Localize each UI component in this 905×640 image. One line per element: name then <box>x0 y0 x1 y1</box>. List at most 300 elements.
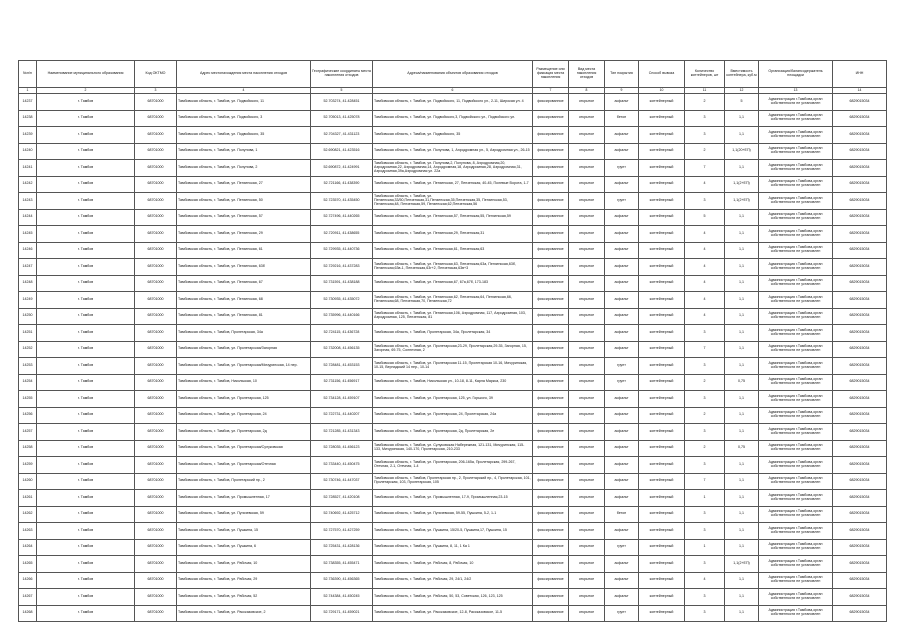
container-volume-cell: 1,1 <box>725 127 759 144</box>
site-type-cell: открытое <box>569 424 605 441</box>
site-type-cell: открытое <box>569 572 605 589</box>
container-count-cell: 2 <box>685 374 725 391</box>
table-row <box>19 160 887 177</box>
surface-type-cell: асфальт <box>605 391 639 408</box>
surface-type-cell: асфальт <box>605 341 639 358</box>
source-objects-cell: Тамбовская область, г. Тамбов, ул. Пензенская,63, Пензенская,63а, Пензенская,63б, Пензенская,63в-1, Пензенская,63г+2, Пензенская,63в+3 <box>373 259 533 276</box>
row-number-cell: 14253 <box>19 358 37 375</box>
column-header: Географические координаты места накопления отходов <box>311 61 373 88</box>
column-number: 1 <box>19 88 37 94</box>
oktmo-code-cell: 68701000 <box>135 308 177 325</box>
container-volume-cell: 1,1 <box>725 242 759 259</box>
site-type-cell: открытое <box>569 325 605 342</box>
source-objects-cell: Тамбовская область, г. Тамбов, ул. Подвойского, 11, Подвойского ул., 2-11, Широкая ул. 4 <box>373 94 533 111</box>
surface-type-cell: асфальт <box>605 143 639 160</box>
container-volume-cell: 1,1 <box>725 605 759 622</box>
municipality-cell: г. Тамбов <box>37 275 135 292</box>
placement-cell: фиксированное <box>533 490 569 507</box>
source-objects-cell: Тамбовская область, г. Тамбов, ул. Подвойского, 35 <box>373 127 533 144</box>
source-objects-cell: Тамбовская область, г. Тамбов, ул. Пензенская, 27, Пензенская, 40-45, Полевые Ворота, 1-7 <box>373 176 533 193</box>
municipality-cell: г. Тамбов <box>37 292 135 309</box>
coordinates-cell: 52.724115, 41.436728 <box>311 325 373 342</box>
inn-cell: 6829015034 <box>833 490 887 507</box>
coordinates-cell: 52.690821, 41.423516 <box>311 143 373 160</box>
owner-organization-cell: Администрация г.Тамбова,орган собственности не установлен <box>759 473 833 490</box>
oktmo-code-cell: 68701000 <box>135 490 177 507</box>
oktmo-code-cell: 68701000 <box>135 523 177 540</box>
inn-cell: 6829015034 <box>833 209 887 226</box>
placement-cell: фиксированное <box>533 440 569 457</box>
coordinates-cell: 52.736390, 41.456365 <box>311 572 373 589</box>
coordinates-cell: 52.738355, 41.455471 <box>311 556 373 573</box>
table-row <box>19 523 887 540</box>
site-type-cell: открытое <box>569 556 605 573</box>
container-volume-cell: 1,1 <box>725 407 759 424</box>
municipality-cell: г. Тамбов <box>37 440 135 457</box>
owner-organization-cell: Администрация г.Тамбова,орган собственности не установлен <box>759 589 833 606</box>
row-number-cell: 14239 <box>19 127 37 144</box>
container-volume-cell: 1,1 <box>725 490 759 507</box>
site-address-cell: Тамбовская область, г. Тамбов, Никольская, 10 <box>177 374 311 391</box>
column-number: 13 <box>759 88 833 94</box>
municipality-cell: г. Тамбов <box>37 523 135 540</box>
row-number-cell: 14249 <box>19 292 37 309</box>
container-volume-cell: 1,1(20+ЕП) <box>725 143 759 160</box>
removal-method-cell: контейнерный <box>639 341 685 358</box>
container-volume-cell: 1,1 <box>725 589 759 606</box>
source-objects-cell: Тамбовская область, г. Тамбов, Пролетарская пр., 2, Пролетарский пр., 4, Пролетарская, 101, Пролетарская, 103, Пролетарская, 105 <box>373 473 533 490</box>
row-number-cell: 14252 <box>19 341 37 358</box>
owner-organization-cell: Администрация г.Тамбова,орган собственности не установлен <box>759 226 833 243</box>
column-header: Способ вывоза <box>639 61 685 88</box>
coordinates-cell: 52.727496, 41.440265 <box>311 209 373 226</box>
column-header: Количество контейнеров, шт <box>685 61 725 88</box>
coordinates-cell: 52.728035, 41.456123 <box>311 440 373 457</box>
site-address-cell: Тамбовская область, г. Тамбов, ул. Полунова, 1 <box>177 143 311 160</box>
removal-method-cell: контейнерный <box>639 193 685 210</box>
placement-cell: фиксированное <box>533 572 569 589</box>
site-address-cell: Тамбовская область, г. Тамбов, ул. Промышленная, 17 <box>177 490 311 507</box>
coordinates-cell: 52.722731, 41.440207 <box>311 407 373 424</box>
site-type-cell: открытое <box>569 308 605 325</box>
source-objects-cell: Тамбовская область, г. Тамбов, ул. Пушкина, 8, 11, 1 Ка 1 <box>373 539 533 556</box>
surface-type-cell: асфальт <box>605 424 639 441</box>
municipality-cell: г. Тамбов <box>37 424 135 441</box>
column-number: 11 <box>685 88 725 94</box>
removal-method-cell: контейнерный <box>639 391 685 408</box>
coordinates-cell: 52.723570, 41.435450 <box>311 193 373 210</box>
surface-type-cell: бетон <box>605 506 639 523</box>
placement-cell: фиксированное <box>533 242 569 259</box>
column-number: 4 <box>177 88 311 94</box>
municipality-cell: г. Тамбов <box>37 242 135 259</box>
oktmo-code-cell: 68701000 <box>135 325 177 342</box>
placement-cell: фиксированное <box>533 374 569 391</box>
container-volume-cell: 1,1 <box>725 275 759 292</box>
coordinates-cell: 52.728481, 41.453153 <box>311 358 373 375</box>
coordinates-cell: 52.720911, 41.438655 <box>311 226 373 243</box>
column-number: 2 <box>37 88 135 94</box>
placement-cell: фиксированное <box>533 110 569 127</box>
municipality-cell: г. Тамбов <box>37 407 135 424</box>
row-number-cell: 14250 <box>19 308 37 325</box>
removal-method-cell: контейнерный <box>639 605 685 622</box>
owner-organization-cell: Администрация г.Тамбова,орган собственности не установлен <box>759 539 833 556</box>
site-type-cell: открытое <box>569 110 605 127</box>
source-objects-cell: Тамбовская область, г. Тамбов, ул. Пугачевская, 59-55, Пушкина, 5-2, 1-1 <box>373 506 533 523</box>
coordinates-cell: 52.731156, 41.456917 <box>311 374 373 391</box>
municipality-cell: г. Тамбов <box>37 572 135 589</box>
source-objects-cell: Тамбовская область, г. Тамбов, Пролетарская, 34а, Пролетарская, 34 <box>373 325 533 342</box>
site-type-cell: открытое <box>569 523 605 540</box>
coordinates-cell: 52.729935, 41.440736 <box>311 242 373 259</box>
container-count-cell: 2 <box>685 94 725 111</box>
table-row <box>19 110 887 127</box>
source-objects-cell: Тамбовская область, г. Тамбов, ул. Пензенская,29, Пензенская,31 <box>373 226 533 243</box>
column-number: 10 <box>639 88 685 94</box>
container-count-cell: 3 <box>685 110 725 127</box>
owner-organization-cell: Администрация г.Тамбова,орган собственности не установлен <box>759 358 833 375</box>
inn-cell: 6829015034 <box>833 589 887 606</box>
table-row <box>19 292 887 309</box>
site-type-cell: открытое <box>569 160 605 177</box>
owner-organization-cell: Администрация г.Тамбова,орган собственности не установлен <box>759 259 833 276</box>
owner-organization-cell: Администрация г.Тамбова,орган собственности не установлен <box>759 605 833 622</box>
oktmo-code-cell: 68701000 <box>135 209 177 226</box>
owner-organization-cell: Администрация г.Тамбова,орган собственности не установлен <box>759 127 833 144</box>
container-count-cell: 5 <box>685 209 725 226</box>
oktmo-code-cell: 68701000 <box>135 94 177 111</box>
source-objects-cell: Тамбовская область, г. Тамбов, ул. Пролетарская, 24, Пролетарская, 24а <box>373 407 533 424</box>
table-header <box>19 61 887 94</box>
site-address-cell: Тамбовская область, г. Тамбов, ул. Пугачевская, 59 <box>177 506 311 523</box>
oktmo-code-cell: 68701000 <box>135 341 177 358</box>
oktmo-code-cell: 68701000 <box>135 110 177 127</box>
removal-method-cell: контейнерный <box>639 308 685 325</box>
coordinates-cell: 52.727570, 41.427259 <box>311 523 373 540</box>
coordinates-cell: 52.729216, 41.437283 <box>311 259 373 276</box>
source-objects-cell: Тамбовская область, г. Тамбов, ул. Подвойского,3, Подвойского ул., Подвойского ул. <box>373 110 533 127</box>
table-row <box>19 325 887 342</box>
container-count-cell: 4 <box>685 226 725 243</box>
source-objects-cell: Тамбовская область, г. Тамбов, ул. Сулуковская Набережная, 121-131, Мичуринская, 115-133, Мичуринская, 140-170, Пролетарская, 210-233 <box>373 440 533 457</box>
owner-organization-cell: Администрация г.Тамбова,орган собственности не установлен <box>759 556 833 573</box>
owner-organization-cell: Администрация г.Тамбова,орган собственности не установлен <box>759 490 833 507</box>
inn-cell: 6829015034 <box>833 226 887 243</box>
row-number-cell: 14245 <box>19 226 37 243</box>
source-objects-cell: Тамбовская область, г. Тамбов, ул. Пензенская,62, Пензенская,64, Пензенская,66, Пензенская,68, Пензенская,70, Пензенская,72 <box>373 292 533 309</box>
site-type-cell: открытое <box>569 605 605 622</box>
site-address-cell: Тамбовская область, г. Тамбов, ул. Пензенская, 57 <box>177 209 311 226</box>
row-number-cell: 14256 <box>19 407 37 424</box>
oktmo-code-cell: 68701000 <box>135 605 177 622</box>
surface-type-cell: асфальт <box>605 242 639 259</box>
container-count-cell: 2 <box>685 143 725 160</box>
oktmo-code-cell: 68701000 <box>135 160 177 177</box>
table-row <box>19 605 887 622</box>
oktmo-code-cell: 68701000 <box>135 407 177 424</box>
placement-cell: фиксированное <box>533 226 569 243</box>
removal-method-cell: контейнерный <box>639 110 685 127</box>
placement-cell: фиксированное <box>533 292 569 309</box>
surface-type-cell: асфальт <box>605 490 639 507</box>
row-number-cell: 14255 <box>19 391 37 408</box>
oktmo-code-cell: 68701000 <box>135 457 177 474</box>
container-volume-cell: 1,1 <box>725 424 759 441</box>
row-number-cell: 14262 <box>19 506 37 523</box>
source-objects-cell: Тамбовская область, г. Тамбов, ул. Пролетарская,23-29, Пролетарская,29-35, Загорная, 15, Загорная, 69-75, Солнечная, 2 <box>373 341 533 358</box>
source-objects-cell: Тамбовская область, г. Тамбов, ул. Полунова,2, Полунова, 8, Аэродромная,20, Аэродромная,22, Аэродромная,14, Аэродромная,18, Аэродромная,28, Аэродромная,31, Аэродромная,39а,Аэродромная ул. 22а <box>373 160 533 177</box>
container-volume-cell: 1,1 <box>725 341 759 358</box>
oktmo-code-cell: 68701000 <box>135 556 177 573</box>
row-number-cell: 14241 <box>19 160 37 177</box>
surface-type-cell: асфальт <box>605 226 639 243</box>
municipality-cell: г. Тамбов <box>37 127 135 144</box>
table-row <box>19 308 887 325</box>
table-row <box>19 242 887 259</box>
column-number: 12 <box>725 88 759 94</box>
table-row <box>19 341 887 358</box>
municipality-cell: г. Тамбов <box>37 325 135 342</box>
site-address-cell: Тамбовская область, г. Тамбов, ул. Рассказовское, 2 <box>177 605 311 622</box>
placement-cell: фиксированное <box>533 127 569 144</box>
municipality-cell: г. Тамбов <box>37 539 135 556</box>
owner-organization-cell: Администрация г.Тамбова,орган собственности не установлен <box>759 391 833 408</box>
container-volume-cell: 1,1 <box>725 457 759 474</box>
container-count-cell: 7 <box>685 473 725 490</box>
surface-type-cell: грунт <box>605 358 639 375</box>
removal-method-cell: контейнерный <box>639 556 685 573</box>
table-body <box>19 94 887 622</box>
placement-cell: фиксированное <box>533 407 569 424</box>
coordinates-cell: 52.740692, 41.425712 <box>311 506 373 523</box>
site-type-cell: открытое <box>569 589 605 606</box>
municipality-cell: г. Тамбов <box>37 358 135 375</box>
site-type-cell: открытое <box>569 259 605 276</box>
site-address-cell: Тамбовская область, г. Тамбов, ул. Пролетарская/Загорная <box>177 341 311 358</box>
inn-cell: 6829015034 <box>833 176 887 193</box>
owner-organization-cell: Администрация г.Тамбова,орган собственности не установлен <box>759 94 833 111</box>
source-objects-cell: Тамбовская область, г. Тамбов, ул. Рабочая, 8, Рабочая, 10 <box>373 556 533 573</box>
coordinates-cell: 52.744384, 41.450245 <box>311 589 373 606</box>
placement-cell: фиксированное <box>533 523 569 540</box>
container-count-cell: 4 <box>685 572 725 589</box>
site-address-cell: Тамбовская область, г. Тамбов, ул. Пензенская, 63б <box>177 259 311 276</box>
owner-organization-cell: Администрация г.Тамбова,орган собственности не установлен <box>759 341 833 358</box>
site-type-cell: открытое <box>569 242 605 259</box>
site-type-cell: открытое <box>569 506 605 523</box>
oktmo-code-cell: 68701000 <box>135 506 177 523</box>
container-volume-cell: 1,1 <box>725 358 759 375</box>
owner-organization-cell: Администрация г.Тамбова,орган собственности не установлен <box>759 424 833 441</box>
municipality-cell: г. Тамбов <box>37 506 135 523</box>
site-address-cell: Тамбовская область, г. Тамбов, ул. Пензенская, 67 <box>177 275 311 292</box>
source-objects-cell: Тамбовская область, г. Тамбов, ул. Пролетарская 11-15, Пролетарская 10-16, Мичуринская, 10-15, Вернадский 14 пер., 10-14 <box>373 358 533 375</box>
site-address-cell: Тамбовская область, г. Тамбов, ул. Рабочая, 10 <box>177 556 311 573</box>
container-count-cell: 3 <box>685 589 725 606</box>
source-objects-cell: Тамбовская область, г. Тамбов, ул. Пролетарская, 2д, Пролетарская, 2е <box>373 424 533 441</box>
container-count-cell: 4 <box>685 308 725 325</box>
surface-type-cell: асфальт <box>605 556 639 573</box>
inn-cell: 6829015034 <box>833 160 887 177</box>
placement-cell: фиксированное <box>533 506 569 523</box>
inn-cell: 6829015034 <box>833 572 887 589</box>
removal-method-cell: контейнерный <box>639 424 685 441</box>
coordinates-cell: 52.704327, 41.431123 <box>311 127 373 144</box>
site-type-cell: открытое <box>569 94 605 111</box>
surface-type-cell: асфальт <box>605 308 639 325</box>
site-address-cell: Тамбовская область, г. Тамбов, ул. Пролетарская/Мичуринская, 14 пер. <box>177 358 311 375</box>
container-volume-cell: 1,1 <box>725 572 759 589</box>
removal-method-cell: контейнерный <box>639 127 685 144</box>
placement-cell: фиксированное <box>533 341 569 358</box>
site-address-cell: Тамбовская область, г. Тамбов, ул. Рабочая, 29 <box>177 572 311 589</box>
inn-cell: 6829015034 <box>833 605 887 622</box>
placement-cell: фиксированное <box>533 457 569 474</box>
inn-cell: 6829015034 <box>833 391 887 408</box>
surface-type-cell: асфальт <box>605 457 639 474</box>
surface-type-cell: грунт <box>605 605 639 622</box>
surface-type-cell: асфальт <box>605 259 639 276</box>
container-volume-cell: 1,1 <box>725 523 759 540</box>
inn-cell: 6829015034 <box>833 473 887 490</box>
surface-type-cell: бетон <box>605 110 639 127</box>
column-header: Адрес местонахождения места накопления отходов <box>177 61 311 88</box>
coordinates-cell: 52.705013, 41.425078 <box>311 110 373 127</box>
surface-type-cell: грунт <box>605 193 639 210</box>
table-row <box>19 193 887 210</box>
site-address-cell: Тамбовская область, г. Тамбов, ул. Подвойского, 3 <box>177 110 311 127</box>
site-address-cell: Тамбовская область, г. Тамбов, ул. Подвойского, 35 <box>177 127 311 144</box>
coordinates-cell: 52.730746, 41.447037 <box>311 473 373 490</box>
placement-cell: фиксированное <box>533 209 569 226</box>
removal-method-cell: контейнерный <box>639 457 685 474</box>
site-address-cell: Тамбовская область, г. Тамбов, ул. Подвойского, 11 <box>177 94 311 111</box>
municipality-cell: г. Тамбов <box>37 94 135 111</box>
placement-cell: фиксированное <box>533 176 569 193</box>
placement-cell: фиксированное <box>533 473 569 490</box>
oktmo-code-cell: 68701000 <box>135 391 177 408</box>
surface-type-cell: асфальт <box>605 523 639 540</box>
oktmo-code-cell: 68701000 <box>135 193 177 210</box>
municipality-cell: г. Тамбов <box>37 391 135 408</box>
container-count-cell: 1 <box>685 539 725 556</box>
column-header: Адреса/наименования объектов образования отходов <box>373 61 533 88</box>
inn-cell: 6829015034 <box>833 358 887 375</box>
coordinates-cell: 52.729171, 41.459021 <box>311 605 373 622</box>
column-number: 3 <box>135 88 177 94</box>
municipality-cell: г. Тамбов <box>37 605 135 622</box>
table-row <box>19 407 887 424</box>
container-volume-cell: 1,1 <box>725 209 759 226</box>
owner-organization-cell: Администрация г.Тамбова,орган собственности не установлен <box>759 176 833 193</box>
placement-cell: фиксированное <box>533 160 569 177</box>
oktmo-code-cell: 68701000 <box>135 572 177 589</box>
inn-cell: 6829015034 <box>833 341 887 358</box>
table-row <box>19 572 887 589</box>
table-row <box>19 391 887 408</box>
surface-type-cell: асфальт <box>605 275 639 292</box>
row-number-cell: 14237 <box>19 94 37 111</box>
municipality-cell: г. Тамбов <box>37 589 135 606</box>
source-objects-cell: Тамбовская область, г. Тамбов, ул. Пролетарская, 206-165а, Пролетарская, 299-267, Отечная, 2-1, Отечная, 1-4 <box>373 457 533 474</box>
column-header: Вид места накопления отходов <box>569 61 605 88</box>
container-count-cell: 3 <box>685 358 725 375</box>
surface-type-cell: асфальт <box>605 440 639 457</box>
site-address-cell: Тамбовская область, г. Тамбов, ул. Пензенская, 27 <box>177 176 311 193</box>
surface-type-cell: асфальт <box>605 589 639 606</box>
site-type-cell: открытое <box>569 209 605 226</box>
site-type-cell: открытое <box>569 407 605 424</box>
owner-organization-cell: Администрация г.Тамбова,орган собственности не установлен <box>759 523 833 540</box>
row-number-cell: 14248 <box>19 275 37 292</box>
container-volume-cell: 1,1 <box>725 259 759 276</box>
row-number-cell: 14238 <box>19 110 37 127</box>
container-count-cell: 3 <box>685 605 725 622</box>
row-number-cell: 14261 <box>19 490 37 507</box>
row-number-cell: 14263 <box>19 523 37 540</box>
removal-method-cell: контейнерный <box>639 374 685 391</box>
municipality-cell: г. Тамбов <box>37 209 135 226</box>
owner-organization-cell: Администрация г.Тамбова,орган собственности не установлен <box>759 506 833 523</box>
surface-type-cell: асфальт <box>605 407 639 424</box>
site-type-cell: открытое <box>569 490 605 507</box>
row-number-cell: 14243 <box>19 193 37 210</box>
table-row <box>19 424 887 441</box>
site-address-cell: Тамбовская область, г. Тамбов, ул. Пушкина, 15 <box>177 523 311 540</box>
site-address-cell: Тамбовская область, г. Тамбов, Пролетарская, 34а <box>177 325 311 342</box>
table-row <box>19 556 887 573</box>
removal-method-cell: контейнерный <box>639 539 685 556</box>
table-row <box>19 589 887 606</box>
removal-method-cell: контейнерный <box>639 490 685 507</box>
owner-organization-cell: Администрация г.Тамбова,орган собственности не установлен <box>759 160 833 177</box>
row-number-cell: 14257 <box>19 424 37 441</box>
source-objects-cell: Тамбовская область, г. Тамбов, ул. Пензенская,61, Пензенская,63 <box>373 242 533 259</box>
coordinates-cell: 52.703274, 41.428451 <box>311 94 373 111</box>
column-header: Размещение или фиксация места накопления <box>533 61 569 88</box>
container-count-cell: 4 <box>685 275 725 292</box>
oktmo-code-cell: 68701000 <box>135 143 177 160</box>
removal-method-cell: контейнерный <box>639 242 685 259</box>
municipality-cell: г. Тамбов <box>37 176 135 193</box>
container-volume-cell: 1,1 <box>725 160 759 177</box>
owner-organization-cell: Администрация г.Тамбова,орган собственности не установлен <box>759 457 833 474</box>
table-row <box>19 275 887 292</box>
column-number: 9 <box>605 88 639 94</box>
site-address-cell: Тамбовская область, г. Тамбов, ул. Пензенская, 81 <box>177 308 311 325</box>
removal-method-cell: контейнерный <box>639 473 685 490</box>
site-type-cell: открытое <box>569 127 605 144</box>
container-count-cell: 4 <box>685 176 725 193</box>
container-volume-cell: 1,1 <box>725 539 759 556</box>
placement-cell: фиксированное <box>533 259 569 276</box>
container-count-cell: 3 <box>685 193 725 210</box>
container-count-cell: 3 <box>685 424 725 441</box>
column-header: ИНН <box>833 61 887 88</box>
coordinates-cell: 52.733440, 41.450475 <box>311 457 373 474</box>
site-address-cell: Тамбовская область, г. Тамбов, ул. Пролетарская/Сулуковская <box>177 440 311 457</box>
column-header: №п/п <box>19 61 37 88</box>
inn-cell: 6829015034 <box>833 440 887 457</box>
removal-method-cell: контейнерный <box>639 506 685 523</box>
container-count-cell: 3 <box>685 127 725 144</box>
removal-method-cell: контейнерный <box>639 226 685 243</box>
container-count-cell: 3 <box>685 457 725 474</box>
inn-cell: 6829015034 <box>833 275 887 292</box>
surface-type-cell: асфальт <box>605 473 639 490</box>
inn-cell: 6829015034 <box>833 110 887 127</box>
